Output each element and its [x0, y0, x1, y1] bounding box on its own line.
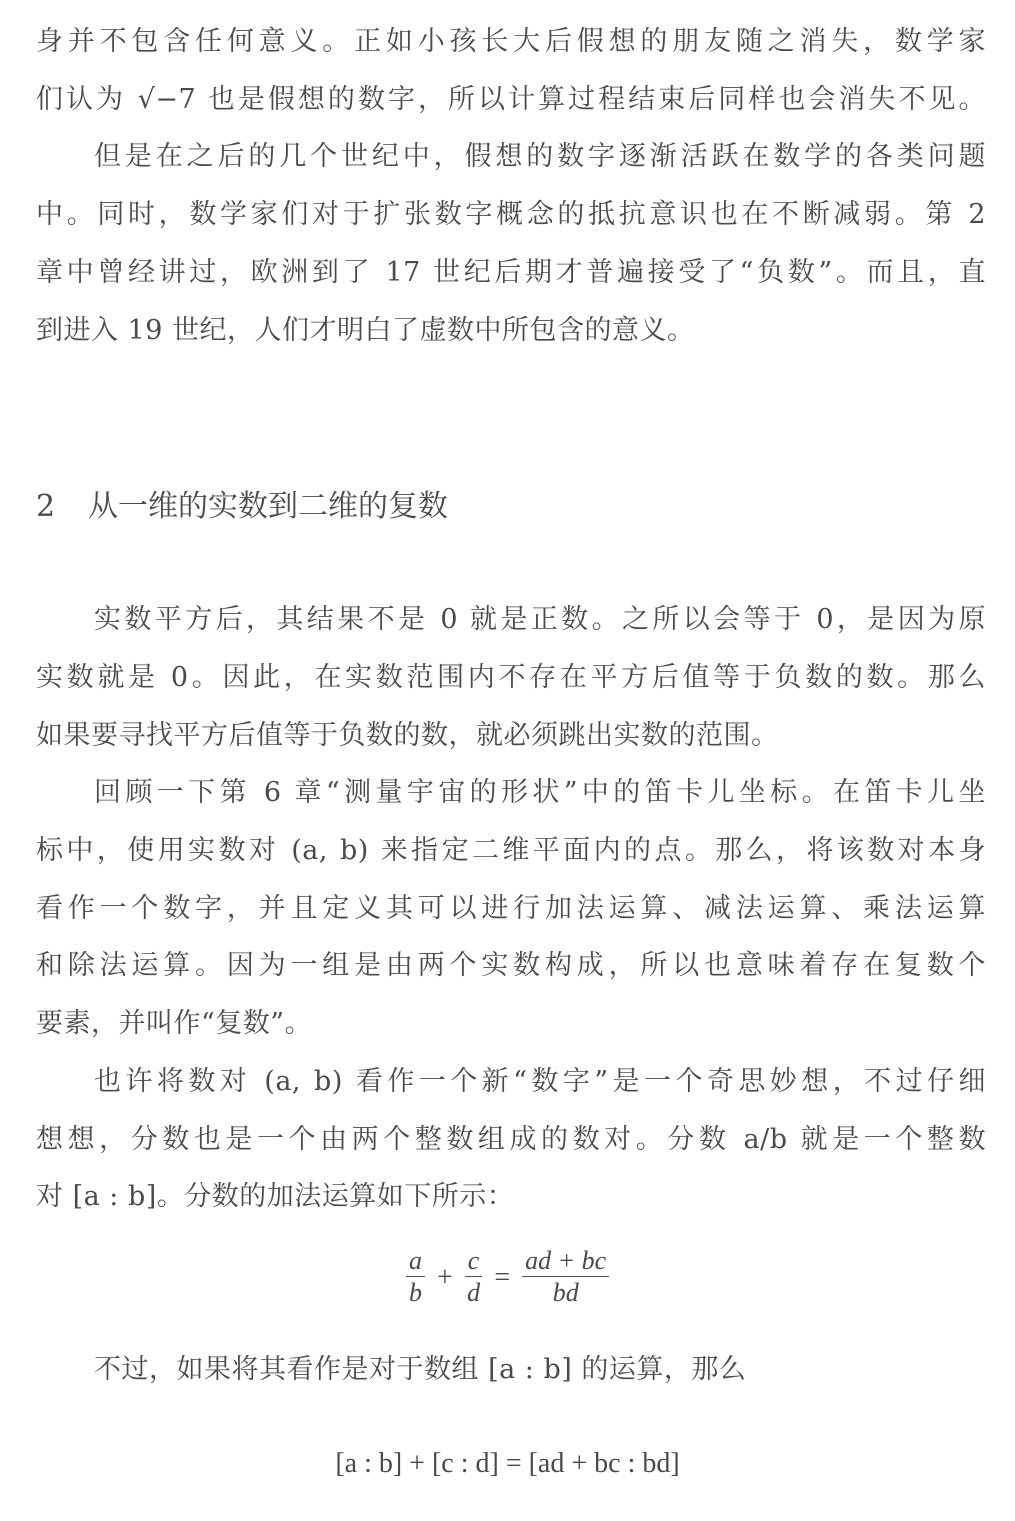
denominator: b — [409, 1278, 422, 1307]
text-line: 对 [a : b]。分数的加法运算如下所示： — [36, 1181, 515, 1212]
numerator: c — [465, 1246, 483, 1277]
text-line: 回顾一下第 6 章“测量宇宙的形状”中的笛卡儿坐标。在笛卡儿坐 — [94, 777, 986, 808]
equals-sign: = — [494, 1261, 511, 1293]
plus-sign: + — [437, 1261, 453, 1293]
text-line: 但是在之后的几个世纪中，假想的数字逐渐活跃在数学的各类问题 — [94, 141, 986, 172]
text-line: 不过，如果将其看作是对于数组 [a : b] 的运算，那么 — [94, 1354, 747, 1385]
text-line: 标中，使用实数对 (a, b) 来指定二维平面内的点。那么，将该数对本身 — [36, 835, 986, 866]
section-title: 从一维的实数到二维的复数 — [88, 489, 448, 524]
numerator: ad + bc — [522, 1246, 609, 1277]
text-line: 们认为 √−7 也是假想的数字，所以计算过程结束后同样也会消失不见。 — [36, 84, 986, 115]
text-line: 想想，分数也是一个由两个整数组成的数对。分数 a/b 就是一个整数 — [36, 1124, 986, 1155]
text-line: 如果要寻找平方后值等于负数的数，就必须跳出实数的范围。 — [36, 720, 779, 751]
text-line: 到进入 19 世纪，人们才明白了虚数中所包含的意义。 — [36, 315, 695, 346]
text-line: 也许将数对 (a, b) 看作一个新“数字”是一个奇思妙想，不过仔细 — [94, 1066, 986, 1097]
fraction-a-over-b — [406, 1246, 425, 1309]
pair-addition-equation: [a : b] + [c : d] = [ad + bc : bd] — [335, 1448, 680, 1479]
text-line: 看作一个数字，并且定义其可以进行加法运算、减法运算、乘法运算 — [36, 893, 986, 924]
text-line: 中。同时，数学家们对于扩张数字概念的抵抗意识也在不断减弱。第 2 — [36, 199, 986, 230]
denominator: d — [467, 1278, 481, 1307]
fraction-result — [522, 1246, 609, 1309]
fraction-addition-equation — [400, 1246, 615, 1309]
denominator: bd — [552, 1278, 579, 1307]
section-number: 2 — [36, 489, 56, 524]
fraction-c-over-d — [465, 1246, 483, 1309]
text-line: 实数平方后，其结果不是 0 就是正数。之所以会等于 0，是因为原 — [94, 604, 986, 635]
text-line: 身并不包含任何意义。正如小孩长大后假想的朋友随之消失，数学家 — [36, 26, 986, 57]
text-line: 实数就是 0。因此，在实数范围内不存在平方后值等于负数的数。那么 — [36, 662, 986, 693]
numerator: a — [406, 1246, 425, 1277]
text-line: 要素，并叫作“复数”。 — [36, 1008, 313, 1039]
text-line: 和除法运算。因为一组是由两个实数构成，所以也意味着存在复数个 — [36, 950, 986, 981]
section-heading — [36, 485, 448, 529]
text-line: 章中曾经讲过，欧洲到了 17 世纪后期才普遍接受了“负数”。而且，直 — [36, 257, 986, 288]
